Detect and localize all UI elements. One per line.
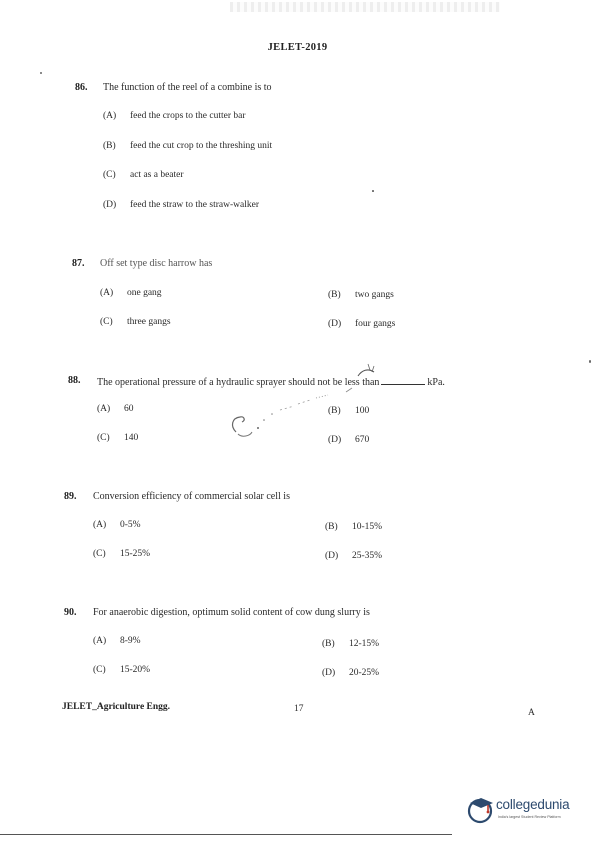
option-text: 10-15% (352, 522, 383, 532)
option-text: feed the cut crop to the threshing unit (130, 141, 273, 151)
question-text: For anaerobic digestion, optimum solid content of cow dung slurry is (93, 607, 370, 618)
option-label: (A) (93, 636, 107, 646)
option-label: (C) (100, 317, 113, 327)
option-a (103, 111, 246, 121)
scan-artifact (230, 2, 500, 12)
option-label: (C) (97, 433, 110, 443)
option-a (93, 520, 141, 530)
option-label: (D) (328, 435, 342, 445)
option-text: 60 (124, 404, 134, 414)
option-label: (D) (325, 551, 339, 561)
collegedunia-logo (466, 794, 591, 828)
question-number: 86. (75, 82, 88, 93)
option-text: 100 (355, 406, 370, 416)
option-label: (A) (103, 111, 117, 121)
option-a (93, 636, 141, 646)
option-d (328, 319, 395, 329)
option-text: 15-20% (120, 665, 151, 675)
option-text: three gangs (127, 317, 171, 327)
option-label: (B) (328, 406, 341, 416)
option-label: (A) (100, 288, 114, 298)
option-label: (B) (328, 290, 341, 300)
page-header: JELET-2019 (267, 42, 328, 53)
question-text: Off set type disc harrow has (100, 258, 213, 269)
option-d (325, 551, 382, 561)
option-text: feed the crops to the cutter bar (130, 111, 246, 121)
option-text: four gangs (355, 319, 396, 329)
option-d (322, 668, 379, 678)
scan-stamp-smudge (228, 362, 398, 442)
option-label: (B) (322, 639, 335, 649)
question-text-unit: kPa. (427, 377, 445, 388)
question-number: 90. (64, 607, 77, 618)
option-label: (D) (328, 319, 342, 329)
option-b (103, 141, 272, 151)
option-label: (B) (103, 141, 116, 151)
logo-tagline: India's largest Student Review Platform (498, 815, 561, 819)
option-label: (C) (103, 170, 116, 180)
bottom-rule (0, 834, 452, 835)
option-text: 15-25% (120, 549, 151, 559)
scan-dot (372, 190, 374, 192)
option-b (325, 522, 382, 532)
logo-wordmark: collegedunia (496, 797, 570, 812)
question-number: 89. (64, 491, 77, 502)
option-d (103, 200, 259, 210)
question-text: The function of the reel of a combine is to (103, 82, 272, 93)
option-text: two gangs (355, 290, 394, 300)
option-text: 25-35% (352, 551, 383, 561)
option-label: (D) (322, 668, 336, 678)
option-text: 0-5% (120, 520, 141, 530)
question-text-main: The operational pressure of a hydraulic sprayer should not be less than (97, 377, 380, 388)
scan-dot (40, 72, 42, 74)
option-label: (C) (93, 549, 106, 559)
scan-dot (589, 360, 591, 363)
option-c (97, 433, 138, 443)
option-text: 12-15% (349, 639, 380, 649)
option-c (103, 170, 184, 180)
option-text: one gang (127, 288, 162, 298)
option-text: 8-9% (120, 636, 141, 646)
option-text: 20-25% (349, 668, 380, 678)
option-a (100, 288, 162, 298)
option-a (97, 404, 134, 414)
question-text: Conversion efficiency of commercial solar cell is (93, 491, 290, 502)
option-c (93, 549, 150, 559)
page-number: 17 (294, 704, 304, 714)
option-text: 670 (355, 435, 370, 445)
option-label: (A) (93, 520, 107, 530)
option-label: (B) (325, 522, 338, 532)
question-number: 87. (72, 258, 85, 269)
question-number: 88. (68, 375, 81, 386)
question-set: A (528, 708, 535, 718)
option-b (328, 290, 394, 300)
footer-paper-name: JELET_Agriculture Engg. (62, 702, 171, 712)
option-text: act as a beater (130, 170, 184, 180)
graduation-cap-icon (466, 794, 496, 824)
option-c (100, 317, 171, 327)
option-text: feed the straw to the straw-walker (130, 200, 259, 210)
option-text: 140 (124, 433, 139, 443)
option-label: (C) (93, 665, 106, 675)
option-label: (A) (97, 404, 111, 414)
option-c (93, 665, 150, 675)
option-label: (D) (103, 200, 117, 210)
option-b (322, 639, 379, 649)
